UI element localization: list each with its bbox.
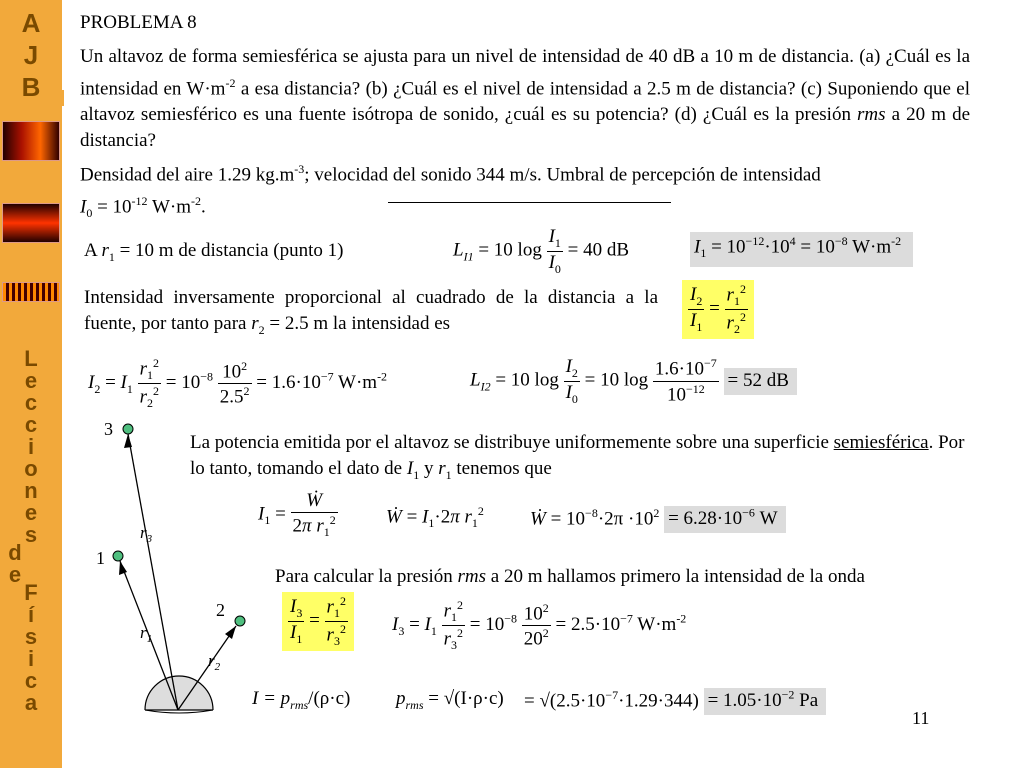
intensity-pressure-relation: $I = p_{rms}/(\rho\cdot c)$ bbox=[252, 688, 351, 712]
power-result: = $6.28\cdot 10^{-6}$ W bbox=[664, 506, 786, 533]
level-result-2: = 52 dB bbox=[724, 368, 797, 395]
r3-arrow bbox=[128, 434, 178, 710]
sidebar-letter: í bbox=[27, 602, 35, 627]
hemisphere-speaker bbox=[145, 676, 213, 710]
divider-line bbox=[388, 202, 671, 203]
point-3 bbox=[123, 424, 133, 434]
point-label-1: 1 bbox=[96, 548, 105, 568]
intensity-formula-2: $I_2 = I_1$ $\frac{r_1^2}{r_2^2}$ = $10^{-8}$ $\frac{10^2}{2.5^2}$ = $1.6\cdot 10^{-7}$ $W\cdot m^{-2}$ bbox=[88, 356, 388, 411]
sidebar-letter: c bbox=[24, 390, 38, 415]
step1-label: A $r_1 = 10$ m de distancia (punto 1) bbox=[84, 240, 344, 264]
sidebar-letter: s bbox=[24, 624, 38, 649]
pressure-formula: $p_{rms} = √(I\cdot\rho\cdot c)$ bbox=[396, 688, 504, 712]
sidebar-thumbnail bbox=[2, 121, 60, 161]
sidebar-letter: c bbox=[24, 412, 38, 437]
sidebar-letter: n bbox=[24, 478, 38, 503]
sidebar-letter: B bbox=[21, 72, 41, 102]
sidebar-letter: A bbox=[21, 8, 41, 38]
sidebar-letter: e bbox=[24, 368, 38, 393]
level-formula-2: $L_{I2} = 10$ log $\frac{I_2}{I_0}$ = 10 log $\frac{1.6\cdot 10^{-7}}{10^{-12}}$ = 52 dB bbox=[470, 356, 797, 407]
sidebar-letter: d bbox=[8, 540, 22, 565]
pressure-result: = $1.05\cdot 10^{-2}$ Pa bbox=[704, 688, 827, 715]
problem-title: PROBLEMA 8 bbox=[80, 12, 197, 33]
sidebar-letter: F bbox=[24, 580, 38, 605]
sidebar-thumbnail bbox=[2, 282, 60, 302]
problem-statement: Un altavoz de forma semiesférica se ajusta para un nivel de intensidad de 40 dB a 10 m de distancia. (a) ¿Cuál es la intensidad en $W\cdot m^{-2}$ a esa distancia? (b) ¿Cuál es el nivel de intensidad a 2.5 m de distancia? (c) Suponiendo que el altavoz semiesférico es una fuente isótropa de sonido, ¿cuál es su potencia? (d) ¿Cuál es la presión rms a 20 m de distancia? bbox=[80, 46, 971, 152]
power-calculation: Ẇ = $10^{-8}\cdot 2\pi \cdot 10^2 = 6.28\cdot 10^{-6}$ W bbox=[530, 506, 786, 530]
r3-label: $r_3$ bbox=[140, 523, 153, 545]
sidebar-letter: e bbox=[24, 500, 38, 525]
ratio-formula-3: $\frac{I_3}{I_1}$ = $\frac{r_1^2}{r_3^2}$ bbox=[282, 592, 354, 651]
point-label-3: 3 bbox=[104, 419, 113, 439]
sidebar-letter: L bbox=[24, 346, 38, 371]
sidebar-letter: s bbox=[24, 522, 38, 547]
sidebar-letter: i bbox=[27, 646, 35, 671]
sidebar-letter: o bbox=[24, 456, 38, 481]
step2-text: Intensidad inversamente proporcional al cuadrado de la distancia a la fuente, por tanto para $r_2 = 2.5$ m la intensidad es bbox=[84, 287, 658, 337]
problem-data: Densidad del aire 1.29 $kg.m^{-3}$; velocidad del sonido 344 m/s. Umbral de percepción de intensidad $I_0 = 10^{-12}$ $W\cdot m^{-2}$. bbox=[80, 162, 821, 221]
ratio-formula-2: $\frac{I_2}{I_1}$ = $\frac{r_1^2}{r_2^2}$ bbox=[682, 280, 754, 339]
step4-text: La potencia emitida por el altavoz se distribuye uniformemente sobre una superficie semiesférica. Por lo tanto, tomando el dato de $I_1$ y $r_1$ tenemos que bbox=[190, 432, 965, 482]
sidebar-letter: a bbox=[24, 690, 38, 715]
r2-label: $r_2$ bbox=[208, 651, 221, 673]
step5-text: Para calcular la presión rms a 20 m hallamos primero la intensidad de la onda bbox=[275, 566, 865, 587]
point-2 bbox=[235, 616, 245, 626]
point-1 bbox=[113, 551, 123, 561]
sidebar-letter: c bbox=[24, 668, 38, 693]
sidebar-thumbnail bbox=[2, 203, 60, 243]
point-label-2: 2 bbox=[216, 600, 225, 620]
intensity-power-formula: $I_1$ = $\frac{\text{Ẇ}}{2\pi r_1^2}$ bbox=[258, 490, 336, 540]
page-number: 11 bbox=[912, 708, 930, 728]
intensity-result-1: $I_1 = 10^{-12}\cdot 10^4 = 10^{-8}$ $W\cdot m^{-2}$ bbox=[690, 232, 913, 267]
sidebar-letter: J bbox=[23, 40, 39, 70]
r1-label: $r_1$ bbox=[140, 623, 153, 645]
pressure-calculation: = $√(2.5\cdot 10^{-7}\cdot 1.29\cdot 344) = 1.05\cdot 10^{-2}$ Pa bbox=[524, 688, 826, 712]
intensity-formula-3: $I_3 = I_1$ $\frac{r_1^2}{r_3^2}$ = $10^{-8}$ $\frac{10^2}{20^2}$ = $2.5\cdot 10^{-7}$ $W\cdot m^{-2}$ bbox=[392, 598, 687, 653]
sidebar-letter: i bbox=[27, 434, 35, 459]
sidebar-letter: e bbox=[8, 562, 22, 587]
level-formula-1: $L_{I1} = 10$ log $\frac{I_1}{I_0}$ = 40 dB bbox=[453, 226, 630, 276]
power-formula: Ẇ = $I_1\cdot 2\pi$ $r_1^2$ bbox=[386, 504, 484, 531]
